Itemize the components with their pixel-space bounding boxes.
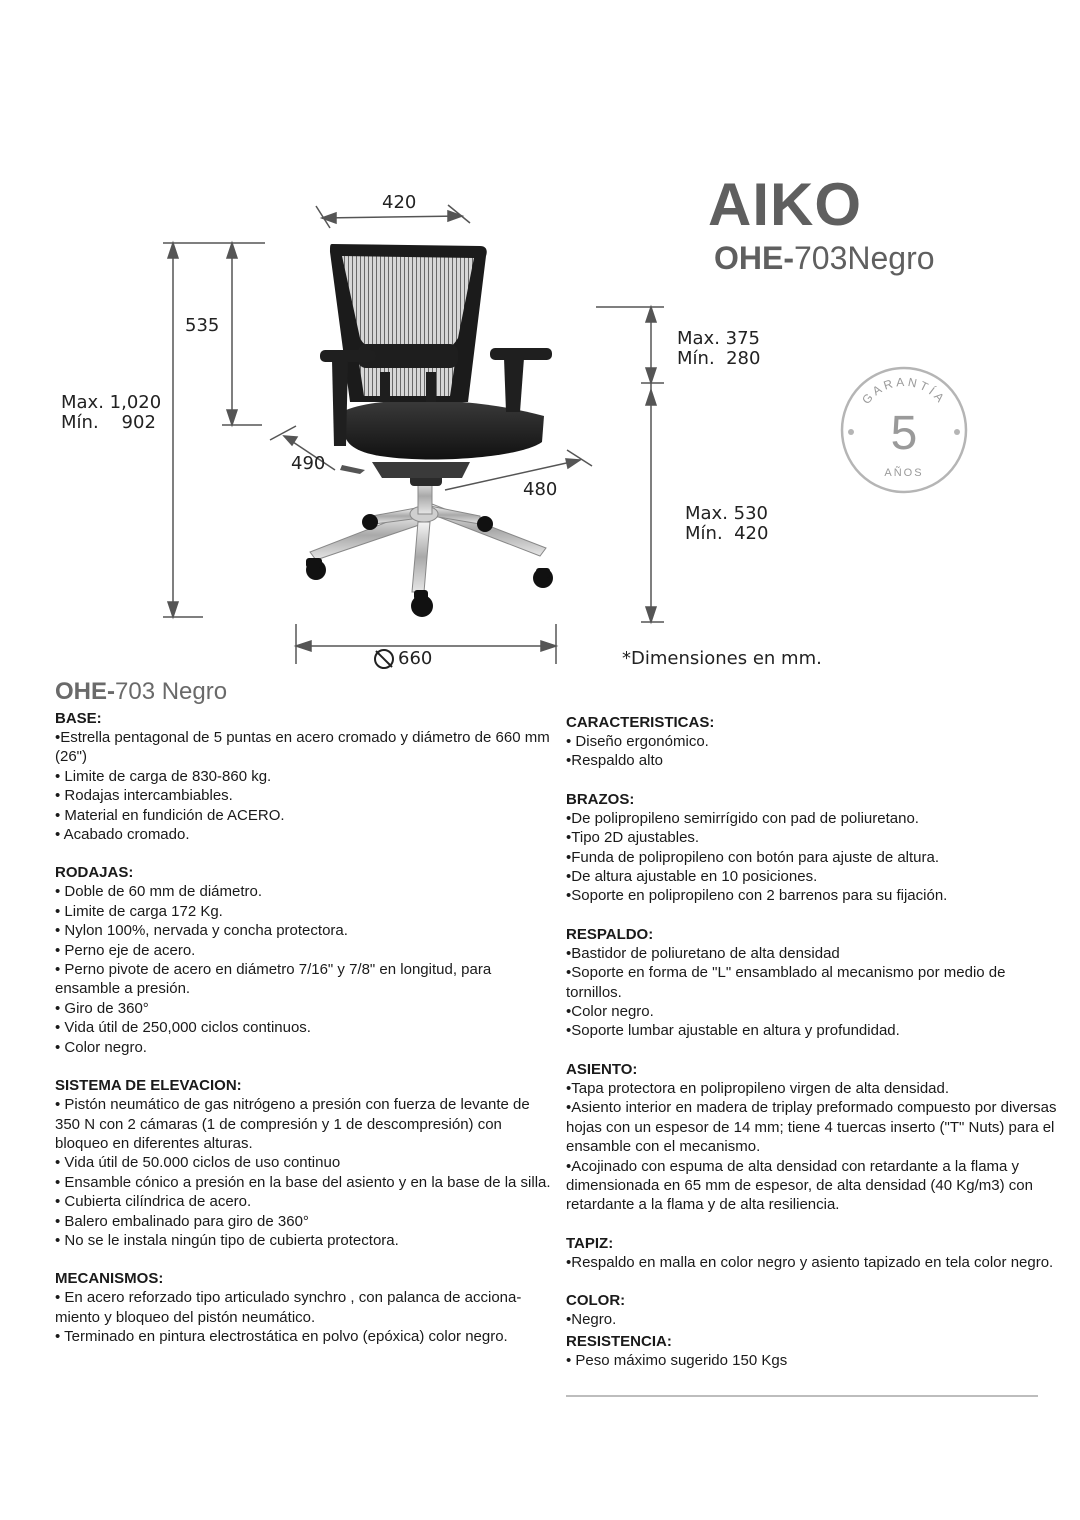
spec-item: • Ensamble cónico a presión en la base del asiento y en la base de la silla. (55, 1173, 551, 1191)
spec-item: •Tapa protectora en polipropileno virgen de alta densidad. (566, 1079, 950, 1097)
spec-section (566, 1060, 1058, 1215)
spec-item: •Estrella pentagonal de 5 puntas en acero cromado y diámetro de 660 mm (26") (55, 729, 550, 766)
spec-section-title: ASIENTO: (566, 1060, 638, 1078)
spec-item: • Limite de carga de 830-860 kg. (55, 767, 272, 785)
spec-section-title: COLOR: (566, 1292, 626, 1310)
spec-item: • Pistón neumático de gas nitrógeno a presión con fuerza de levante de 350 N con 2 cámaras (1 de compresión y 1 de descompresión) con bloqueo en diferentes alturas. (55, 1096, 530, 1152)
dim-arm-height: Max. 375 Mín. 280 (677, 328, 761, 369)
spec-item: • Perno eje de acero. (55, 941, 196, 959)
spec-item: •Respaldo en malla en color negro y asiento tapizado en tela color negro. (566, 1253, 1054, 1271)
spec-list (566, 1351, 1058, 1370)
spec-section (566, 1291, 1058, 1329)
spec-list (55, 882, 558, 1057)
spec-list (566, 944, 1058, 1041)
diameter-icon (375, 650, 393, 668)
spec-item: •De altura ajustable en 10 posiciones. (566, 868, 818, 886)
model-heading (55, 678, 227, 706)
spec-list (55, 728, 558, 844)
warranty-arc-label: GARANTÍA (859, 374, 949, 407)
spec-section (566, 713, 1058, 771)
spec-section (566, 790, 1058, 906)
spec-list (566, 809, 1058, 906)
spec-item: •Soporte en polipropileno con 2 barrenos para su fijación. (566, 887, 948, 905)
spec-list (566, 732, 1058, 771)
spec-item: • Cubierta cilíndrica de acero. (55, 1193, 252, 1211)
spec-section-title: RODAJAS: (55, 864, 134, 882)
spec-section-title: RESISTENCIA: (566, 1332, 672, 1350)
spec-item: • Color negro. (55, 1038, 147, 1056)
model-heading-suffix: 703 Negro (115, 678, 228, 705)
spec-item: • En acero reforzado tipo articulado synchro , con palanca de acciona-miento y bloqueo del pistón neumático. (55, 1289, 522, 1326)
spec-item: • Material en fundición de ACERO. (55, 806, 285, 824)
spec-list (55, 1095, 558, 1250)
spec-section (566, 925, 1058, 1041)
spec-section-title: CARACTERISTICAS: (566, 714, 715, 731)
product-title: AIKO (708, 171, 862, 238)
spec-item: •Color negro. (566, 1003, 654, 1021)
spec-item: •Soporte en forma de "L" ensamblado al mecanismo por medio de tornillos. (566, 964, 1006, 1001)
spec-section-title: BRAZOS: (566, 790, 635, 808)
spec-section (566, 1234, 1058, 1272)
spec-column-right (566, 713, 1058, 1389)
spec-item: •Bastidor de poliuretano de alta densidad (566, 944, 840, 962)
spec-item: •Acojinado con espuma de alta densidad con retardante a la flama y dimensionada en 65 mm de espesor, de alta densidad (40 Kg/m3) con retardante a la flama y de alta resiliencia. (566, 1157, 1033, 1214)
spec-section (55, 1269, 558, 1346)
chair-backrest (330, 244, 487, 402)
spec-item: • Acabado cromado. (55, 826, 190, 844)
spec-list (55, 1288, 558, 1346)
spec-item: • Peso máximo sugerido 150 Kgs (566, 1351, 788, 1369)
divider (566, 1395, 1038, 1397)
spec-section (55, 863, 558, 1057)
spec-section-title: TAPIZ: (566, 1234, 614, 1252)
spec-section (55, 709, 558, 844)
dim-backrest-height: 535 (185, 315, 220, 336)
spec-item: • Perno pivote de acero en diámetro 7/16" y 7/8" en longitud, para ensamble a presión. (55, 961, 492, 998)
product-code (714, 240, 935, 277)
spec-item: •Negro. (566, 1311, 617, 1329)
dim-seat-depth: 490 (291, 453, 326, 474)
spec-item: •Soporte lumbar ajustable en altura y profundidad. (566, 1022, 900, 1040)
dim-base-diameter: 660 (398, 648, 433, 669)
dim-total-height: Max. 1,020 Mín. 902 (61, 392, 162, 433)
model-heading-prefix: OHE- (55, 678, 115, 705)
spec-list (566, 1253, 1058, 1272)
product-code-prefix: OHE- (714, 240, 794, 276)
spec-item: •Asiento interior en madera de triplay preformado compuesto por diversas hojas con un espesor de 14 mm; tiene 4 tuercas inserto ("T" Nuts) para el ensamble con el mecanismo. (566, 1099, 1057, 1156)
spec-item: • Vida útil de 250,000 ciclos continuos. (55, 1019, 311, 1037)
spec-item: • No se le instala ningún tipo de cubierta protectora. (55, 1231, 399, 1249)
chair-base (310, 472, 546, 592)
spec-list (566, 1079, 1058, 1215)
chair-dimension-diagram (0, 0, 1080, 680)
spec-section (55, 1076, 558, 1250)
spec-item: •Tipo 2D ajustables. (566, 829, 700, 847)
spec-item: • Nylon 100%, nervada y concha protectora. (55, 922, 348, 940)
spec-column-left (55, 709, 558, 1366)
spec-item: • Limite de carga 172 Kg. (55, 902, 223, 920)
product-code-suffix: 703Negro (794, 240, 935, 276)
chair-illustration (306, 244, 553, 617)
spec-item: • Diseño ergonómico. (566, 733, 709, 750)
spec-item: •Funda de polipropileno con botón para ajuste de altura. (566, 848, 940, 866)
spec-item: •Respaldo alto (566, 752, 663, 770)
dim-seat-width: 480 (523, 479, 558, 500)
spec-section-title: RESPALDO: (566, 925, 654, 943)
spec-section-title: BASE: (55, 710, 102, 727)
warranty-unit: AÑOS (884, 467, 924, 479)
spec-list (566, 1310, 1058, 1329)
spec-item: • Vida útil de 50.000 ciclos de uso continuo (55, 1154, 341, 1172)
dim-width: 420 (382, 192, 417, 213)
spec-section-title: MECANISMOS: (55, 1270, 164, 1288)
warranty-years: 5 (890, 407, 918, 460)
svg-text:GARANTÍA (859, 375, 949, 407)
warranty-badge (842, 368, 966, 492)
spec-section (566, 1332, 1058, 1370)
dim-seat-height: Max. 530 Mín. 420 (685, 503, 769, 544)
dimensions-note: *Dimensiones en mm. (622, 648, 822, 669)
spec-item: • Rodajas intercambiables. (55, 787, 233, 805)
spec-item: • Terminado en pintura electrostática en polvo (epóxica) color negro. (55, 1328, 508, 1346)
spec-item: •De polipropileno semirrígido con pad de poliuretano. (566, 809, 919, 827)
spec-item: • Giro de 360° (55, 999, 149, 1017)
spec-item: • Balero embalinado para giro de 360° (55, 1212, 309, 1230)
spec-section-title: SISTEMA DE ELEVACION: (55, 1077, 242, 1095)
spec-item: • Doble de 60 mm de diámetro. (55, 883, 263, 901)
